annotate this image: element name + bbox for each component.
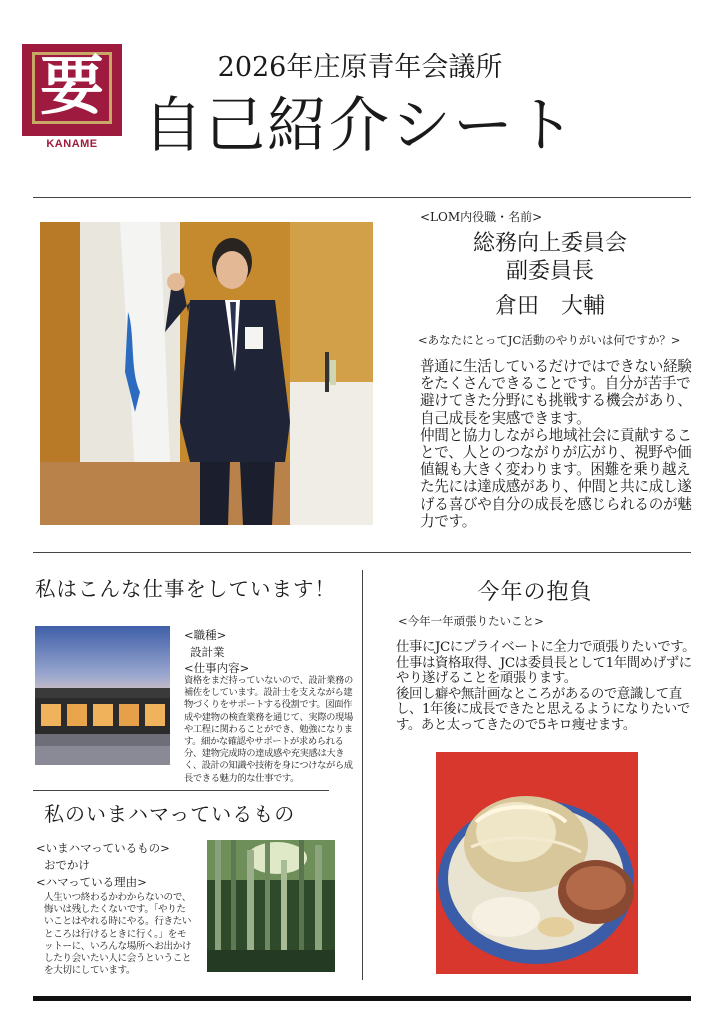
column-divider xyxy=(362,570,363,980)
goal-label: <今年一年頑張りたいこと> xyxy=(398,614,544,628)
position-title: 副委員長 xyxy=(505,259,594,284)
hobby-item-value: おでかけ xyxy=(44,858,90,872)
ramen-photo xyxy=(436,752,638,974)
footer-divider xyxy=(33,996,691,1001)
building-photo xyxy=(35,626,170,765)
lom-label: <LOM内役職・名前> xyxy=(420,210,543,224)
job-content-text: 資格をまだ持っていないので、設計業務の補佐をしています。設計士を支えながら建物づくりをサポートする役割です。図面作成や建物の検査業務を通じて、実際の現場や工程に関わることができ、勉強になります。細かな確認やサポートが求められる分、建物完成時の達成感や充実感は大きく、設計の知識や技術を身につけながら成長できる魅力的な仕事です。 xyxy=(184,675,353,784)
header-divider xyxy=(33,197,691,198)
profile-photo xyxy=(40,222,373,525)
work-heading: 私はこんな仕事をしています！ xyxy=(35,577,336,601)
committee-name: 総務向上委員会 xyxy=(472,231,627,256)
job-content-label: <仕事内容> xyxy=(184,661,250,675)
hobby-reason-label: <ハマっている理由> xyxy=(36,875,147,889)
hobby-reason-text: 人生いつ終わるかわからないので、悔いは残したくないです。「やりたいことはやれる時にやる。行きたいところは行けるときに行く。」をモットーに、いろんな場所へお出かけしたり会いたい人に会うということを大切にしています。 xyxy=(44,892,192,977)
goal-text: 仕事にJCにプライベートに全力で頑張りたいです。仕事は資格取得、JCは委員長として1年間めげずにやり遂げることを頑張ります。 後回し癖や無計画なところがあるので意識して直し、1年後に成長できたと思えるようになりたいです。あと太ってきたので5キロ痩せます。 xyxy=(396,640,696,733)
question-label: <あなたにとってJC活動のやりがいは何ですか？> xyxy=(418,333,681,347)
page-title: 自己紹介シート xyxy=(143,91,577,161)
person-name: 倉田 大輔 xyxy=(494,294,605,319)
hobby-heading: 私のいまハマっているもの xyxy=(44,802,296,826)
logo-wordmark: KANAME xyxy=(46,138,98,150)
middle-divider xyxy=(33,552,691,553)
hobby-item-label: <いまハマっているもの> xyxy=(36,841,170,855)
page-subtitle: 2026年庄原青年会議所 xyxy=(217,52,503,83)
job-type-label: <職種> xyxy=(184,628,227,642)
kaname-logo-icon xyxy=(22,44,122,136)
bamboo-forest-photo xyxy=(207,840,335,972)
kaname-logo xyxy=(22,44,122,148)
job-type-value: 設計業 xyxy=(190,645,225,659)
jc-answer-text: 普通に生活しているだけではできない経験をたくさんできることです。自分が苦手で避けてきた分野にも挑戦する機会があり、自己成長を実感できます。 仲間と協力しながら地域社会に貢献することで、人とのつながりが広がり、視野や価値観も大きく変わります。困難を乗り越えた先には達成感があり、仲間と共に成し遂げる喜びや自分の成長を感じられるのが魅力です。 xyxy=(420,358,692,530)
logo-character: 要 xyxy=(40,50,104,124)
work-hobby-divider xyxy=(33,790,329,791)
goal-heading: 今年の抱負 xyxy=(477,580,593,605)
